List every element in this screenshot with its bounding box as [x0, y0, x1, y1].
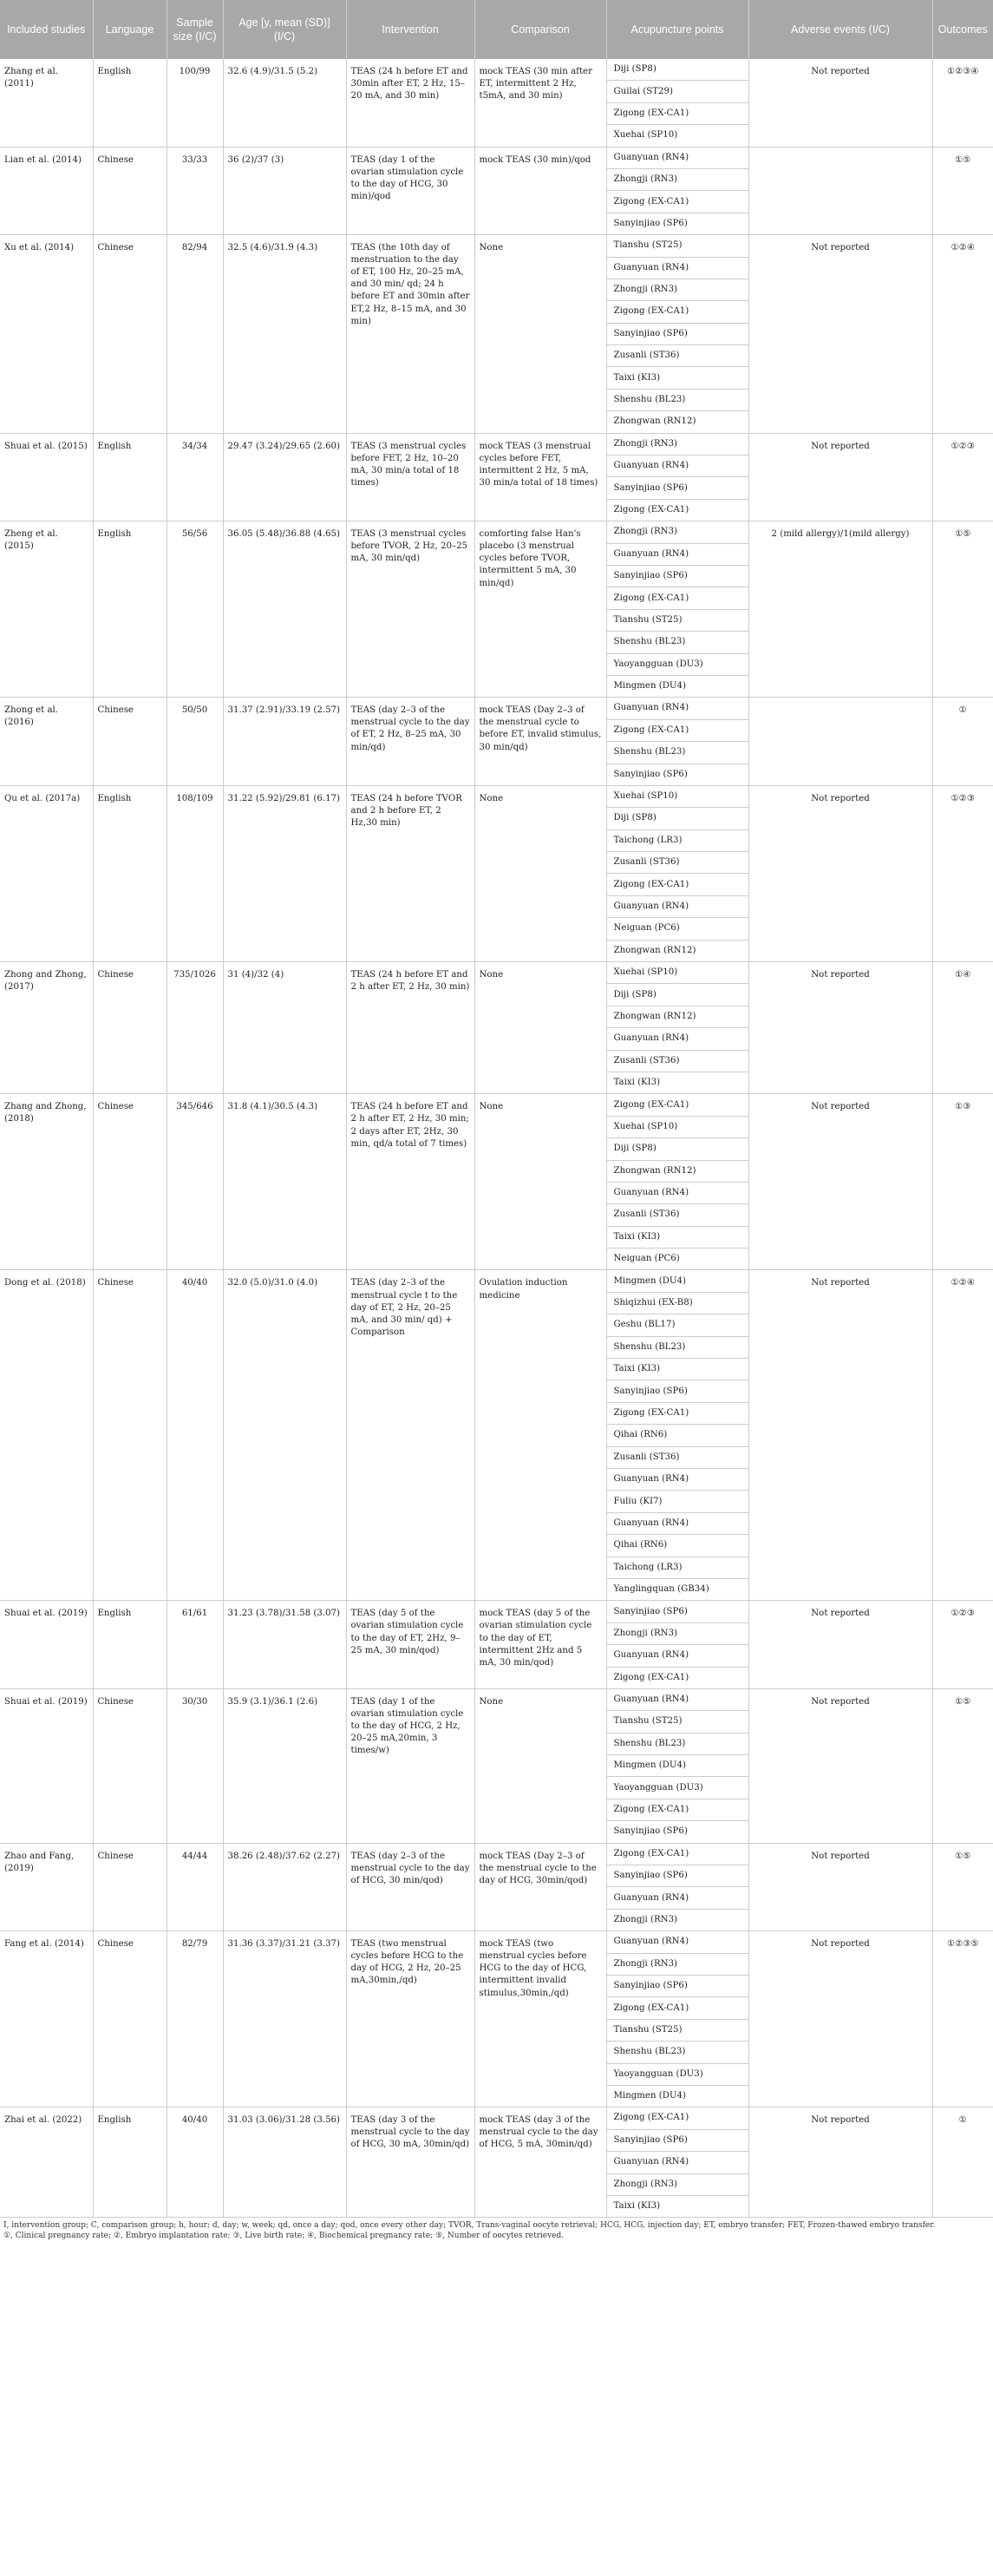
footnote-outcome-legend: ①, Clinical pregnancy rate; ②, Embryo implantation rate; ③, Live birth rate; ④, Biochemical pregnancy rate; ⑤, Number of oocytes retrieved. — [3, 2232, 565, 2241]
acupuncture-points-cell — [606, 698, 748, 786]
acupuncture-point: Yaoyangguan (DU3) — [607, 654, 748, 676]
acupuncture-point: Neiguan (PC6) — [613, 1254, 680, 1264]
study-name-cell: Fang et al. (2014) — [0, 1931, 93, 2107]
intervention-cell: TEAS (24 h before ET and 30min after ET, 2 Hz, 15–20 mA, and 30 min) — [346, 59, 474, 147]
acupuncture-point: Zhongwan (RN12) — [607, 1161, 748, 1183]
language-cell: English — [93, 521, 167, 698]
acupuncture-point: Guanyuan (RN4) — [607, 147, 748, 169]
acupuncture-point: Zhongwan (RN12) — [613, 945, 696, 955]
acupuncture-point: Guanyuan (RN4) — [607, 1645, 748, 1667]
sample-size-cell: 44/44 — [167, 1843, 223, 1931]
acupuncture-point: Guanyuan (RN4) — [607, 2152, 748, 2173]
sample-size-cell: 735/1026 — [167, 962, 223, 1094]
table-row — [0, 433, 993, 521]
acupuncture-point: Zusanli (ST36) — [607, 345, 748, 367]
acupuncture-point: Zhongji (RN3) — [607, 434, 748, 456]
acupuncture-points-cell — [606, 1688, 748, 1843]
acupuncture-point: Guanyuan (RN4) — [607, 1513, 748, 1535]
acupuncture-points-cell — [606, 1094, 748, 1270]
col-header-studies: Included studies — [0, 0, 93, 59]
acupuncture-point: Shenshu (BL23) — [607, 2042, 748, 2063]
acupuncture-point: Qihai (RN6) — [607, 1535, 748, 1557]
language-cell: Chinese — [93, 147, 167, 235]
comparison-cell: mock TEAS (Day 2–3 of the menstrual cycle to before ET, invalid stimulus, 30 min/qd) — [474, 698, 606, 786]
acupuncture-points-cell — [606, 2107, 748, 2218]
acupuncture-point: Tianshu (ST25) — [607, 1711, 748, 1733]
acupuncture-point: Guanyuan (RN4) — [607, 1931, 748, 1953]
comparison-cell: None — [474, 235, 606, 434]
study-name-cell: Shuai et al. (2019) — [0, 1688, 93, 1843]
age-cell: 32.5 (4.6)/31.9 (4.3) — [223, 235, 346, 434]
table-row — [0, 235, 993, 434]
study-name-cell: Dong et al. (2018) — [0, 1270, 93, 1601]
acupuncture-point: Shiqizhui (EX-B8) — [607, 1293, 748, 1314]
acupuncture-point: Sanyinjiao (SP6) — [607, 1380, 748, 1402]
language-cell: English — [93, 433, 167, 521]
outcomes-cell: ①③ — [932, 1094, 993, 1270]
footnote-abbreviations: I, intervention group; C, comparison group; h, hour; d, day; w, week; qd, once a day; qod, once every other day; TVOR, Trans-vaginal oocyte retrieval; HCG, HCG, injection day; ET, embryo transfer; FET, Frozen-thawed embryo transfer. — [3, 2221, 936, 2231]
acupuncture-point: Taichong (LR3) — [607, 830, 748, 852]
adverse-events-cell: Not reported — [748, 785, 932, 961]
col-header-intervention: Intervention — [346, 0, 474, 59]
acupuncture-point: Zhongji (RN3) — [607, 1954, 748, 1976]
intervention-cell: TEAS (day 2–3 of the menstrual cycle to the day of HCG, 30 min/qod) — [346, 1843, 474, 1931]
study-name-cell: Zhong et al. (2016) — [0, 698, 93, 786]
outcomes-cell: ①⑤ — [932, 1843, 993, 1931]
acupuncture-point: Taixi (KI3) — [613, 1078, 661, 1088]
table-row — [0, 521, 993, 698]
study-name-cell: Lian et al. (2014) — [0, 147, 93, 235]
comparison-cell: mock TEAS (30 min)/qod — [474, 147, 606, 235]
acupuncture-point: Zigong (EX-CA1) — [607, 301, 748, 323]
sample-size-cell: 82/79 — [167, 1931, 223, 2107]
language-cell: Chinese — [93, 1094, 167, 1270]
table-row — [0, 1601, 993, 1689]
acupuncture-point: Diji (SP8) — [607, 808, 748, 829]
adverse-events-cell: Not reported — [748, 235, 932, 434]
acupuncture-point: Zhongji (RN3) — [607, 1623, 748, 1645]
acupuncture-point: Zigong (EX-CA1) — [607, 587, 748, 609]
acupuncture-points-cell — [606, 1601, 748, 1689]
acupuncture-point: Xuehai (SP10) — [607, 786, 748, 808]
language-cell: English — [93, 785, 167, 961]
acupuncture-point: Zusanli (ST36) — [607, 1447, 748, 1469]
acupuncture-point: Zigong (EX-CA1) — [607, 2107, 748, 2129]
intervention-cell: TEAS (24 h before TVOR and 2 h before ET, 2 Hz,30 min) — [346, 785, 474, 961]
comparison-cell: None — [474, 1688, 606, 1843]
acupuncture-point: Shenshu (BL23) — [607, 1734, 748, 1755]
study-name-cell: Zhong and Zhong, (2017) — [0, 962, 93, 1094]
outcomes-cell: ①②③④ — [932, 59, 993, 147]
outcomes-cell: ①⑤ — [932, 1688, 993, 1843]
table-body — [0, 59, 993, 2218]
adverse-events-cell: Not reported — [748, 1601, 932, 1689]
outcomes-cell: ①②③ — [932, 785, 993, 961]
age-cell: 31 (4)/32 (4) — [223, 962, 346, 1094]
sample-size-cell: 108/109 — [167, 785, 223, 961]
acupuncture-points-cell — [606, 962, 748, 1094]
comparison-cell: Ovulation induction medicine — [474, 1270, 606, 1601]
acupuncture-point: Zigong (EX-CA1) — [607, 874, 748, 895]
acupuncture-point: Tianshu (ST25) — [607, 2020, 748, 2042]
intervention-cell: TEAS (day 3 of the menstrual cycle to the day of HCG, 30 mA, 30min/qd) — [346, 2107, 474, 2218]
acupuncture-point: Shenshu (BL23) — [607, 1337, 748, 1359]
acupuncture-point: Zigong (EX-CA1) — [607, 1094, 748, 1116]
acupuncture-point: Zusanli (ST36) — [607, 1051, 748, 1072]
acupuncture-point: Taixi (KI3) — [607, 1359, 748, 1380]
age-cell: 31.23 (3.78)/31.58 (3.07) — [223, 1601, 346, 1689]
acupuncture-point: Shenshu (BL23) — [607, 390, 748, 411]
table-row — [0, 1931, 993, 2107]
sample-size-cell: 30/30 — [167, 1688, 223, 1843]
acupuncture-point: Sanyinjiao (SP6) — [607, 1601, 748, 1622]
adverse-events-cell: Not reported — [748, 59, 932, 147]
acupuncture-point: Zigong (EX-CA1) — [607, 1403, 748, 1425]
acupuncture-point: Taichong (LR3) — [607, 1557, 748, 1579]
language-cell: Chinese — [93, 698, 167, 786]
comparison-cell: mock TEAS (30 min after ET, intermittent 2 Hz, t5mA, and 30 min) — [474, 59, 606, 147]
outcomes-cell: ①⑤ — [932, 521, 993, 698]
acupuncture-point: Guanyuan (RN4) — [607, 1028, 748, 1050]
age-cell: 32.6 (4.9)/31.5 (5.2) — [223, 59, 346, 147]
acupuncture-points-cell — [606, 1931, 748, 2107]
table-row — [0, 1270, 993, 1601]
age-cell: 31.03 (3.06)/31.28 (3.56) — [223, 2107, 346, 2218]
acupuncture-point: Shenshu (BL23) — [607, 742, 748, 764]
adverse-events-cell: Not reported — [748, 962, 932, 1094]
acupuncture-point: Xuehai (SP10) — [607, 1117, 748, 1138]
table-row — [0, 962, 993, 1094]
sample-size-cell: 34/34 — [167, 433, 223, 521]
acupuncture-point: Zigong (EX-CA1) — [607, 1799, 748, 1821]
adverse-events-cell: Not reported — [748, 1688, 932, 1843]
adverse-events-cell: Not reported — [748, 1843, 932, 1931]
study-name-cell: Shuai et al. (2019) — [0, 1601, 93, 1689]
acupuncture-point: Zhongwan (RN12) — [607, 1006, 748, 1028]
study-name-cell: Xu et al. (2014) — [0, 235, 93, 434]
intervention-cell: TEAS (3 menstrual cycles before FET, 2 Hz, 10–20 mA, 30 min/a total of 18 times) — [346, 433, 474, 521]
acupuncture-point: Xuehai (SP10) — [613, 130, 678, 141]
age-cell: 36 (2)/37 (3) — [223, 147, 346, 235]
acupuncture-point: Sanyinjiao (SP6) — [607, 324, 748, 345]
acupuncture-point: Guanyuan (RN4) — [607, 1183, 748, 1204]
acupuncture-points-cell — [606, 785, 748, 961]
intervention-cell: TEAS (day 1 of the ovarian stimulation cycle to the day of HCG, 2 Hz, 20–25 mA,20min, 3 times/w) — [346, 1688, 474, 1843]
acupuncture-points-cell — [606, 1270, 748, 1601]
sample-size-cell: 345/646 — [167, 1094, 223, 1270]
study-name-cell: Zhao and Fang, (2019) — [0, 1843, 93, 1931]
acupuncture-point: Sanyinjiao (SP6) — [607, 1865, 748, 1887]
acupuncture-point: Yaoyangguan (DU3) — [607, 2064, 748, 2086]
intervention-cell: TEAS (3 menstrual cycles before TVOR, 2 Hz, 20–25 mA, 30 min/qd) — [346, 521, 474, 698]
acupuncture-points-cell — [606, 59, 748, 147]
acupuncture-point: Sanyinjiao (SP6) — [613, 218, 688, 228]
acupuncture-point: Taixi (KI3) — [613, 2201, 661, 2212]
acupuncture-points-cell — [606, 521, 748, 698]
sample-size-cell: 82/94 — [167, 235, 223, 434]
comparison-cell: mock TEAS (day 5 of the ovarian stimulation cycle to the day of ET, intermittent 2Hz and 5 mA, 30 min/qod) — [474, 1601, 606, 1689]
language-cell: Chinese — [93, 1688, 167, 1843]
acupuncture-point: Sanyinjiao (SP6) — [607, 2130, 748, 2152]
study-name-cell: Zheng et al. (2015) — [0, 521, 93, 698]
study-name-cell: Zhai et al. (2022) — [0, 2107, 93, 2218]
acupuncture-point: Zigong (EX-CA1) — [607, 191, 748, 213]
study-name-cell: Shuai et al. (2015) — [0, 433, 93, 521]
study-name-cell: Qu et al. (2017a) — [0, 785, 93, 961]
comparison-cell: comforting false Han's placebo (3 menstrual cycles before TVOR, intermittent 5 mA, 30 min/qd) — [474, 521, 606, 698]
acupuncture-point: Zhongji (RN3) — [613, 1914, 678, 1924]
intervention-cell: TEAS (24 h before ET and 2 h after ET, 2 Hz, 30 min) — [346, 962, 474, 1094]
comparison-cell: None — [474, 785, 606, 961]
language-cell: Chinese — [93, 1931, 167, 2107]
age-cell: 31.22 (5.92)/29.81 (6.17) — [223, 785, 346, 961]
col-header-language: Language — [93, 0, 167, 59]
table-row — [0, 59, 993, 147]
intervention-cell: TEAS (24 h before ET and 2 h after ET, 2 Hz, 30 min; 2 days after ET, 2Hz, 30 min, qd/a total of 7 times) — [346, 1094, 474, 1270]
sample-size-cell: 40/40 — [167, 1270, 223, 1601]
acupuncture-point: Zusanli (ST36) — [607, 1204, 748, 1226]
col-header-adverse-events: Adverse events (I/C) — [748, 0, 932, 59]
acupuncture-point: Sanyinjiao (SP6) — [607, 477, 748, 499]
study-name-cell: Zhang and Zhong, (2018) — [0, 1094, 93, 1270]
acupuncture-point: Fuliu (KI7) — [607, 1491, 748, 1512]
intervention-cell: TEAS (day 5 of the ovarian stimulation cycle to the day of ET, 2Hz, 9–25 mA, 30 min/qod) — [346, 1601, 474, 1689]
adverse-events-cell: Not reported — [748, 1270, 932, 1601]
outcomes-cell: ①②④ — [932, 235, 993, 434]
acupuncture-point: Guanyuan (RN4) — [607, 1689, 748, 1711]
intervention-cell: TEAS (the 10th day of menstruation to the day of ET, 100 Hz, 20–25 mA, and 30 min/ qd; 24 h before ET and 30min after ET,2 Hz, 8–15 mA, and 30 min) — [346, 235, 474, 434]
intervention-cell: TEAS (two menstrual cycles before HCG to the day of HCG, 2 Hz, 20–25 mA,30min,/qd) — [346, 1931, 474, 2107]
table-row — [0, 1688, 993, 1843]
acupuncture-points-cell — [606, 1843, 748, 1931]
acupuncture-point: Guanyuan (RN4) — [607, 258, 748, 279]
acupuncture-point: Tianshu (ST25) — [607, 610, 748, 632]
acupuncture-point: Zusanli (ST36) — [607, 852, 748, 874]
acupuncture-point: Zhongji (RN3) — [607, 2174, 748, 2196]
comparison-cell: mock TEAS (3 menstrual cycles before FET, intermittent 2 Hz, 5 mA, 30 min/a total of 18 times) — [474, 433, 606, 521]
table-row — [0, 785, 993, 961]
col-header-acupuncture-points: Acupuncture points — [606, 0, 748, 59]
acupuncture-point: Zigong (EX-CA1) — [607, 720, 748, 742]
acupuncture-point: Guanyuan (RN4) — [607, 1469, 748, 1491]
acupuncture-points-cell — [606, 235, 748, 434]
acupuncture-point: Diji (SP8) — [607, 984, 748, 1006]
language-cell: Chinese — [93, 1843, 167, 1931]
age-cell: 29.47 (3.24)/29.65 (2.60) — [223, 433, 346, 521]
col-header-comparison: Comparison — [474, 0, 606, 59]
acupuncture-point: Mingmen (DU4) — [613, 681, 686, 692]
table-row — [0, 698, 993, 786]
acupuncture-point: Yaoyangguan (DU3) — [607, 1777, 748, 1799]
age-cell: 35.9 (3.1)/36.1 (2.6) — [223, 1688, 346, 1843]
language-cell: Chinese — [93, 962, 167, 1094]
acupuncture-point: Sanyinjiao (SP6) — [613, 769, 688, 779]
header-row — [0, 0, 993, 59]
comparison-cell: mock TEAS (two menstrual cycles before HCG to the day of HCG, intermittent invalid stimulus,30min,/qd) — [474, 1931, 606, 2107]
acupuncture-point: Taixi (KI3) — [607, 367, 748, 389]
sample-size-cell: 56/56 — [167, 521, 223, 698]
adverse-events-cell: Not reported — [748, 1931, 932, 2107]
adverse-events-cell: Not reported — [748, 2107, 932, 2218]
adverse-events-cell: Not reported — [748, 1094, 932, 1270]
outcomes-cell: ①②③ — [932, 433, 993, 521]
acupuncture-point: Diji (SP8) — [607, 1138, 748, 1160]
outcomes-cell: ①④ — [932, 962, 993, 1094]
acupuncture-point: Qihai (RN6) — [607, 1425, 748, 1446]
age-cell: 31.36 (3.37)/31.21 (3.37) — [223, 1931, 346, 2107]
comparison-cell: mock TEAS (day 3 of the menstrual cycle to the day of HCG, 5 mA, 30min/qd) — [474, 2107, 606, 2218]
acupuncture-point: Taixi (KI3) — [607, 1227, 748, 1249]
outcomes-cell: ①②③ — [932, 1601, 993, 1689]
language-cell: Chinese — [93, 235, 167, 434]
outcomes-cell: ① — [932, 698, 993, 786]
acupuncture-point: Zigong (EX-CA1) — [613, 1672, 689, 1682]
sample-size-cell: 40/40 — [167, 2107, 223, 2218]
acupuncture-point: Guanyuan (RN4) — [607, 456, 748, 477]
acupuncture-point: Zigong (EX-CA1) — [607, 1844, 748, 1865]
col-header-age: Age [y, mean (SD)] (I/C) — [223, 0, 346, 59]
comparison-cell: None — [474, 1094, 606, 1270]
intervention-cell: TEAS (day 2–3 of the menstrual cycle t to the day of ET, 2 Hz, 20–25 mA, and 30 min/ qd) + Comparison — [346, 1270, 474, 1601]
intervention-cell: TEAS (day 2–3 of the menstrual cycle to the day of ET, 2 Hz, 8–25 mA, 30 min/qd) — [346, 698, 474, 786]
language-cell: English — [93, 1601, 167, 1689]
acupuncture-point: Yanglingquan (GB34) — [613, 1584, 709, 1595]
table-row — [0, 2107, 993, 2218]
age-cell: 31.8 (4.1)/30.5 (4.3) — [223, 1094, 346, 1270]
acupuncture-point: Diji (SP8) — [607, 59, 748, 81]
col-header-sample-size: Sample size (I/C) — [167, 0, 223, 59]
acupuncture-point: Sanyinjiao (SP6) — [607, 566, 748, 587]
acupuncture-point: Guanyuan (RN4) — [607, 896, 748, 918]
table-row — [0, 1094, 993, 1270]
sample-size-cell: 100/99 — [167, 59, 223, 147]
acupuncture-point: Zhongji (RN3) — [607, 279, 748, 301]
acupuncture-point: Zigong (EX-CA1) — [613, 504, 689, 515]
table-footnote — [0, 2218, 993, 2244]
language-cell: English — [93, 59, 167, 147]
intervention-cell: TEAS (day 1 of the ovarian stimulation cycle to the day of HCG, 30 min)/qod — [346, 147, 474, 235]
acupuncture-point: Zhongji (RN3) — [607, 521, 748, 543]
acupuncture-point: Tianshu (ST25) — [607, 235, 748, 257]
sample-size-cell: 50/50 — [167, 698, 223, 786]
adverse-events-cell: 2 (mild allergy)/1(mild allergy) — [748, 521, 932, 698]
col-header-outcomes: Outcomes — [932, 0, 993, 59]
study-name-cell: Zhang et al. (2011) — [0, 59, 93, 147]
sample-size-cell: 61/61 — [167, 1601, 223, 1689]
acupuncture-point: Geshu (BL17) — [607, 1314, 748, 1336]
outcomes-cell: ① — [932, 2107, 993, 2218]
age-cell: 31.37 (2.91)/33.19 (2.57) — [223, 698, 346, 786]
acupuncture-point: Mingmen (DU4) — [607, 1755, 748, 1777]
language-cell: Chinese — [93, 1270, 167, 1601]
acupuncture-point: Xuehai (SP10) — [607, 962, 748, 984]
acupuncture-point: Shenshu (BL23) — [607, 632, 748, 653]
language-cell: English — [93, 2107, 167, 2218]
acupuncture-point: Guilai (ST29) — [607, 81, 748, 102]
outcomes-cell: ①⑤ — [932, 147, 993, 235]
acupuncture-point: Zhongji (RN3) — [607, 169, 748, 191]
acupuncture-point: Zhongwan (RN12) — [613, 416, 696, 427]
acupuncture-point: Sanyinjiao (SP6) — [613, 1826, 688, 1837]
table-row — [0, 1843, 993, 1931]
comparison-cell: None — [474, 962, 606, 1094]
acupuncture-point: Zigong (EX-CA1) — [607, 103, 748, 125]
acupuncture-point: Guanyuan (RN4) — [607, 544, 748, 566]
sample-size-cell: 33/33 — [167, 147, 223, 235]
age-cell: 32.0 (5.0)/31.0 (4.0) — [223, 1270, 346, 1601]
comparison-cell: mock TEAS (Day 2–3 of the menstrual cycle to the day of HCG, 30min/qod) — [474, 1843, 606, 1931]
adverse-events-cell — [748, 698, 932, 786]
acupuncture-point: Neiguan (PC6) — [607, 918, 748, 940]
outcomes-cell: ①②④ — [932, 1270, 993, 1601]
outcomes-cell: ①②③⑤ — [932, 1931, 993, 2107]
acupuncture-point: Mingmen (DU4) — [607, 1270, 748, 1292]
acupuncture-points-cell — [606, 433, 748, 521]
age-cell: 38.26 (2.48)/37.62 (2.27) — [223, 1843, 346, 1931]
acupuncture-point: Guanyuan (RN4) — [607, 1887, 748, 1909]
acupuncture-point: Mingmen (DU4) — [613, 2091, 686, 2101]
acupuncture-point: Guanyuan (RN4) — [607, 698, 748, 719]
acupuncture-point: Sanyinjiao (SP6) — [607, 1976, 748, 1997]
adverse-events-cell: Not reported — [748, 433, 932, 521]
table-row — [0, 147, 993, 235]
acupuncture-points-cell — [606, 147, 748, 235]
acupuncture-point: Zigong (EX-CA1) — [607, 1997, 748, 2019]
adverse-events-cell — [748, 147, 932, 235]
age-cell: 36.05 (5.48)/36.88 (4.65) — [223, 521, 346, 698]
